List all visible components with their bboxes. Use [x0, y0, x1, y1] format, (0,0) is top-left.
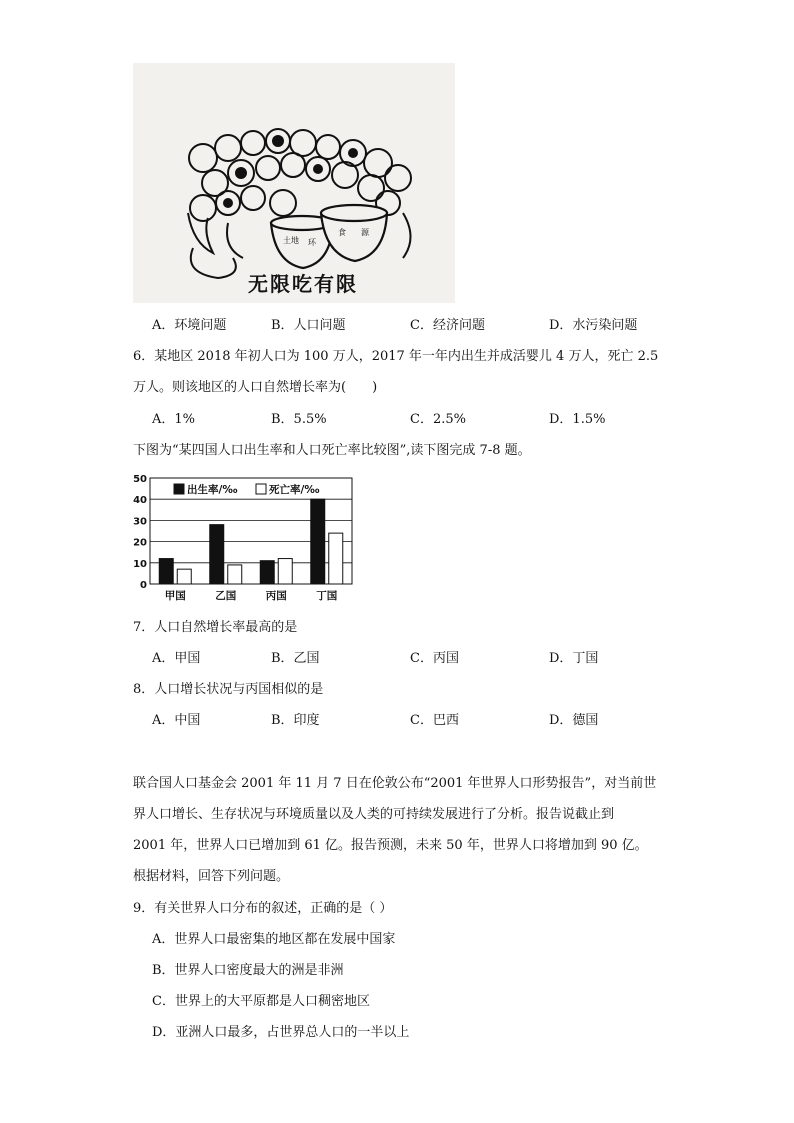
material-line-4: 根据材料，回答下列问题。 [133, 869, 290, 884]
q5-option-b[interactable]: B．人口问题 [271, 318, 346, 333]
material-line-3: 2001 年，世界人口已增加到 61 亿。报告预测，未来 50 年，世界人口将增加到 90 亿。 [133, 838, 648, 853]
q5-option-d[interactable]: D．水污染问题 [549, 318, 638, 333]
x-tick-label: 丁国 [316, 590, 338, 602]
q8-stem: 8．人口增长状况与丙国相似的是 [133, 682, 324, 697]
cartoon-drawing [133, 63, 455, 303]
bar-death-2 [278, 559, 292, 584]
q9-stem: 9．有关世界人口分布的叙述，正确的是（ ） [133, 901, 393, 916]
cartoon-illustration [133, 63, 455, 303]
y-tick-label: 10 [133, 558, 147, 570]
bowl-label-1: 土地 [283, 236, 299, 245]
bowl-label-4: 源 [361, 228, 369, 237]
q9-option-d[interactable]: D．亚洲人口最多，占世界总人口的一半以上 [152, 1025, 410, 1040]
y-tick-label: 50 [133, 474, 147, 485]
bar-birth-2 [260, 561, 274, 584]
y-tick-label: 40 [133, 495, 147, 507]
bar-birth-1 [210, 525, 224, 584]
bar-death-3 [329, 533, 343, 584]
x-tick-label: 甲国 [164, 590, 186, 602]
bowl-label-3: 食 [338, 228, 346, 237]
q8-option-b[interactable]: B．印度 [271, 713, 320, 728]
q6-option-a[interactable]: A．1% [152, 412, 196, 427]
q8-option-a[interactable]: A．中国 [152, 713, 201, 728]
material-line-2: 界人口增长、生存状况与环境质量以及人类的可持续发展进行了分析。报告说截止到 [133, 807, 615, 822]
y-tick-label: 0 [140, 580, 147, 591]
q9-option-b[interactable]: B．世界人口密度最大的洲是非洲 [152, 963, 344, 978]
x-tick-label: 丙国 [265, 590, 287, 602]
legend-label: 死亡率/‰ [269, 484, 320, 496]
q6-option-b[interactable]: B．5.5% [271, 412, 327, 427]
bar-birth-3 [311, 499, 325, 584]
q5-option-c[interactable]: C．经济问题 [410, 318, 485, 333]
q8-option-d[interactable]: D．德国 [549, 713, 599, 728]
cartoon-caption: 无限吃有限 [248, 272, 358, 296]
q7-option-b[interactable]: B．乙国 [271, 651, 320, 666]
bar-death-0 [177, 569, 191, 584]
bar-death-1 [228, 565, 242, 584]
q7-option-c[interactable]: C．丙国 [410, 651, 459, 666]
y-tick-label: 20 [133, 537, 147, 549]
q5-option-a[interactable]: A．环境问题 [152, 318, 227, 333]
material-line-1: 联合国人口基金会 2001 年 11 月 7 日在伦敦公布“2001 年世界人口形势报告”，对当前世 [133, 776, 657, 791]
legend-label: 出生率/‰ [187, 484, 238, 496]
bowl-label-2: 环 [308, 238, 316, 247]
q6-option-d[interactable]: D．1.5% [549, 412, 606, 427]
legend-swatch [256, 484, 266, 494]
x-tick-label: 乙国 [215, 590, 237, 602]
q8-option-c[interactable]: C．巴西 [410, 713, 459, 728]
q7-option-a[interactable]: A．甲国 [152, 651, 201, 666]
q9-option-c[interactable]: C．世界上的大平原都是人口稠密地区 [152, 994, 370, 1009]
bar-birth-0 [159, 559, 173, 584]
y-tick-label: 30 [133, 516, 147, 528]
q6-stem-line1: 6．某地区 2018 年初人口为 100 万人，2017 年一年内出生并成活婴儿 4 万人，死亡 2.5 [133, 349, 659, 364]
chart-intro: 下图为“某四国人口出生率和人口死亡率比较图”,读下图完成 7-8 题。 [133, 443, 531, 458]
q7-stem: 7．人口自然增长率最高的是 [133, 620, 298, 635]
q6-stem-line2: 万人。则该地区的人口自然增长率为( ) [133, 380, 378, 395]
birth-death-rate-chart [130, 470, 360, 606]
legend-swatch [174, 484, 184, 494]
q7-option-d[interactable]: D．丁国 [549, 651, 599, 666]
q9-option-a[interactable]: A．世界人口最密集的地区都在发展中国家 [152, 932, 396, 947]
q6-option-c[interactable]: C．2.5% [410, 412, 466, 427]
